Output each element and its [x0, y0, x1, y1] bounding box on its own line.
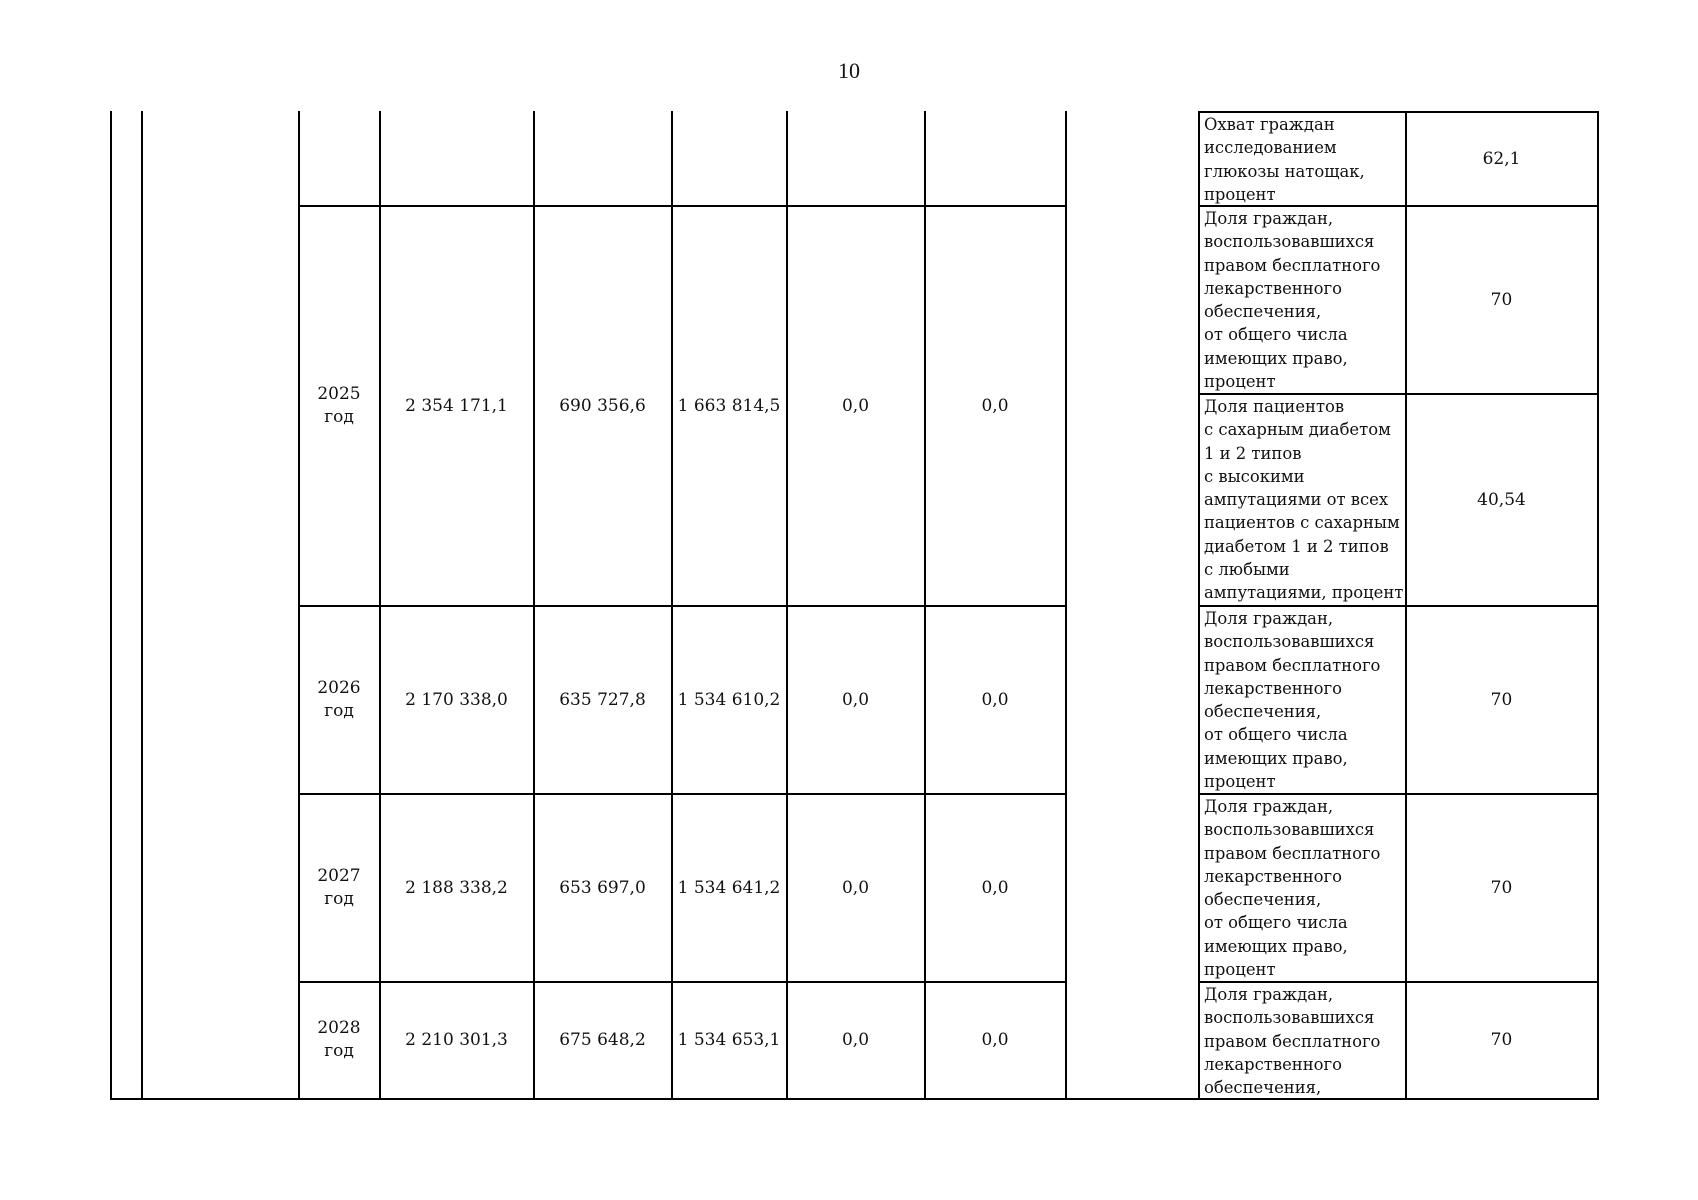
table-column-divider	[141, 111, 143, 1099]
year-cell: 2027 год	[317, 866, 361, 909]
amount-cell: 690 356,6	[559, 395, 646, 416]
amount-cell: 1 663 814,5	[677, 395, 781, 416]
amount-cell: 0,0	[841, 395, 870, 416]
year-cell: 2026 год	[317, 678, 361, 721]
indicator-description: Доля пациентов с сахарным диабетом 1 и 2 типов с высокими ампутациями от всех пациентов с сахарным диабетом 1 и 2 типов с любыми ампутациями, процент	[1204, 397, 1404, 603]
amount-cell: 0,0	[841, 1029, 870, 1050]
amount-cell: 1 534 653,1	[677, 1029, 781, 1050]
year-cell: 2025 год	[317, 384, 361, 427]
amount-cell: 0,0	[841, 877, 870, 898]
indicator-value: 70	[1490, 877, 1513, 898]
amount-cell: 635 727,8	[559, 689, 646, 710]
amount-cell: 0,0	[841, 689, 870, 710]
indicator-description: Охват граждан исследованием глюкозы натощак, процент	[1204, 115, 1365, 204]
indicator-description: Доля граждан, воспользовавшихся правом бесплатного лекарственного обеспечения, от общего числа имеющих право, процент	[1204, 609, 1381, 792]
amount-cell: 0,0	[981, 689, 1009, 710]
amount-cell: 675 648,2	[559, 1029, 646, 1050]
amount-cell: 0,0	[981, 877, 1009, 898]
indicator-description: Доля граждан, воспользовавшихся правом бесплатного лекарственного обеспечения, от общего числа имеющих право, процент	[1204, 209, 1381, 392]
total-amount-cell: 2 210 301,3	[405, 1029, 508, 1050]
year-cell: 2028 год	[317, 1018, 361, 1061]
indicator-value: 70	[1490, 289, 1513, 310]
indicator-value: 70	[1490, 689, 1513, 710]
indicator-value: 62,1	[1482, 148, 1521, 169]
total-amount-cell: 2 354 171,1	[405, 395, 508, 416]
table-border-left	[110, 111, 112, 1099]
amount-cell: 1 534 641,2	[677, 877, 781, 898]
indicator-description: Доля граждан, воспользовавшихся правом бесплатного лекарственного обеспечения,	[1204, 985, 1381, 1098]
total-amount-cell: 2 188 338,2	[405, 877, 508, 898]
amount-cell: 0,0	[981, 1029, 1009, 1050]
amount-cell: 653 697,0	[559, 877, 646, 898]
amount-cell: 1 534 610,2	[677, 689, 781, 710]
amount-cell: 0,0	[981, 395, 1009, 416]
indicator-value: 40,54	[1477, 489, 1526, 510]
page-number: 10	[838, 58, 860, 83]
indicator-value: 70	[1490, 1030, 1513, 1050]
total-amount-cell: 2 170 338,0	[405, 689, 508, 710]
indicator-description: Доля граждан, воспользовавшихся правом бесплатного лекарственного обеспечения, от общего числа имеющих право, процент	[1204, 797, 1381, 980]
